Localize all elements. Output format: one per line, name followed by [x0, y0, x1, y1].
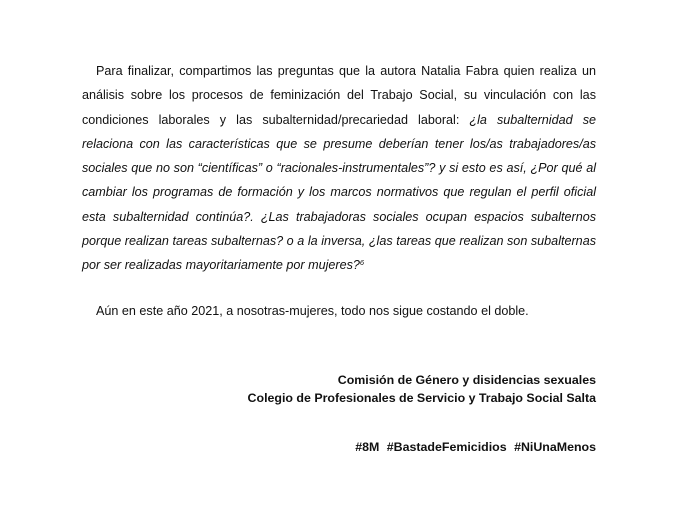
hashtag-8m: #8M — [355, 440, 380, 454]
signature-college: Colegio de Profesionales de Servicio y Trabajo Social Salta — [247, 391, 596, 405]
closing-paragraph — [82, 59, 596, 278]
hashtags-line — [351, 438, 596, 456]
quoted-questions: ¿la subalternidad se relaciona con las características que se presume deberían tener los/as trabajadores/as sociales que no son “científicas” o “racionales-instrumentales”? y si esto es así, ¿Por qué al cambiar los programas de formación y los marcos normativos que regulan el perfil oficial esta subalternidad continúa?. ¿Las trabajadoras sociales ocupan espacios subalternos porque realizan tareas subalternas? o a la inversa, ¿las tareas que realizan son subalternas por ser realizadas mayoritariamente por mujeres? — [82, 112, 596, 273]
signature-commission: Comisión de Género y disidencias sexuales — [337, 373, 596, 387]
hashtag-niunamenos: #NiUnaMenos — [514, 440, 596, 454]
signature-block — [248, 371, 596, 407]
paragraph-intro-text: Para finalizar, compartimos las preguntas que la autora Natalia Fabra quien realiza un análisis sobre los procesos de feminización del Trabajo Social, su vinculación con las condiciones laborales y las subalternidad/precariedad laboral: — [82, 64, 596, 127]
hashtag-bastadefemicidios: #BastadeFemicidios — [386, 440, 507, 454]
final-statement: Aún en este año 2021, a nosotras-mujeres, todo nos sigue costando el doble. — [96, 304, 529, 318]
footnote-marker[interactable]: 6 — [359, 258, 365, 268]
